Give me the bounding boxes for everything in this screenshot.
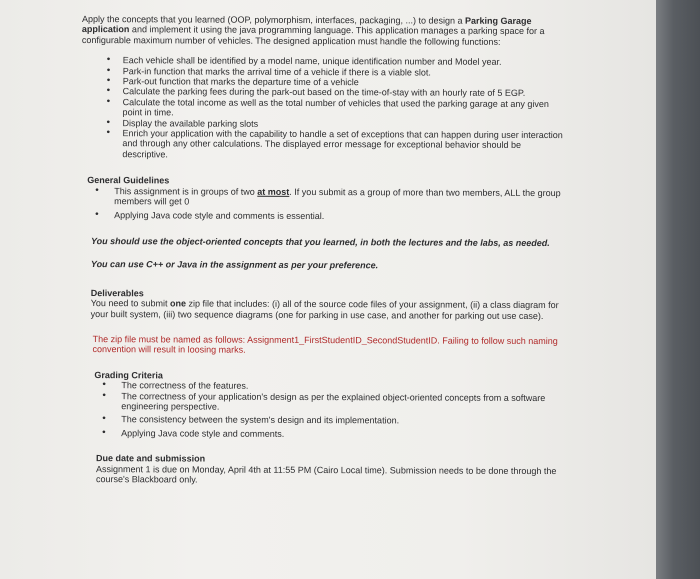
due-date-heading: Due date and submission: [96, 453, 206, 464]
list-item: • Enrich your application with the capability to handle a set of exceptions that can happen during user interaction and through any other calculations. The displayed error message for exceptional behavior should be descriptive.: [81, 128, 565, 161]
intro-paragraph: [82, 14, 566, 47]
list-item: • Applying Java code style and comments is essential.: [87, 210, 565, 222]
deliverables-text: zip file that includes: (i) all of the source code files of your assignment, (ii) a class diagram for your built system, (iii) two sequence diagrams (one for parking in use case, and another for parking out use case).: [90, 298, 559, 321]
list-item: • Calculate the parking fees during the park-out based on the time-of-stay with an hourly rate of 5 EGP.: [82, 86, 566, 99]
grading-list: [94, 380, 564, 440]
grading-heading: Grading Criteria: [94, 369, 163, 381]
deliverables-heading: Deliverables: [90, 287, 144, 298]
background-edge: [656, 0, 700, 579]
list-item: • The correctness of your application's design as per the explained object-oriented concepts from a software engineering perspective.: [94, 391, 564, 414]
deliverables-text: You need to submit: [90, 298, 170, 309]
due-date-paragraph: Assignment 1 is due on Monday, April 4th at 11:55 PM (Cairo Local time). Submission needs to be done through the course's Blackboard only.: [95, 463, 557, 485]
intro-text-2: and implement it using the java programming language. This application manages a parking space for a configurable maximum number of vehicles. The designed application must handle the following functions:: [81, 24, 545, 47]
list-item: • Calculate the total income as well as the total number of vehicles that used the parking garage at any given point in time.: [82, 97, 566, 120]
assignment-content: [80, 14, 566, 487]
list-item: • Each vehicle shall be identified by a model name, unique identification number and Model year.: [82, 55, 566, 68]
intro-app-name: Parking Garage application: [81, 15, 532, 35]
list-item: • Display the available parking slots: [82, 118, 566, 131]
list-item: • Park-in function that marks the arrival time of a vehicle if there is a viable slot.: [82, 66, 566, 79]
list-item: [87, 186, 565, 209]
list-item: • Applying Java code style and comments.: [94, 428, 564, 440]
functions-list: [81, 55, 565, 161]
guidelines-heading: General Guidelines: [87, 175, 170, 186]
intro-text-1: Apply the concepts that you learned (OOP, polymorphism, interfaces, packaging, ...) to design a: [81, 14, 466, 26]
guideline-text: This assignment is in groups of two: [114, 185, 258, 197]
naming-convention-note: The zip file must be named as follows: Assignment1_FirstStudentID_SecondStudentID. Failing to follow such naming convention will result in loosing marks.: [92, 333, 558, 356]
guideline-text: . If you submit as a group of more than two members, ALL the group members will get 0: [114, 186, 561, 207]
deliverables-paragraph: [91, 298, 565, 321]
oo-concepts-note: You should use the object-oriented concepts that you learned, in both the lectures and the labs, as needed.: [90, 235, 550, 248]
list-item: • The correctness of the features.: [94, 380, 564, 392]
list-item: • The consistency between the system's design and its implementation.: [94, 414, 564, 426]
guideline-emphasis: at most: [257, 186, 290, 197]
list-item: • Park-out function that marks the departure time of a vehicle: [82, 76, 566, 89]
deliverables-emphasis: one: [169, 298, 187, 309]
guidelines-list: [87, 186, 565, 222]
language-note: You can use C++ or Java in the assignment as per your preference.: [90, 259, 379, 271]
